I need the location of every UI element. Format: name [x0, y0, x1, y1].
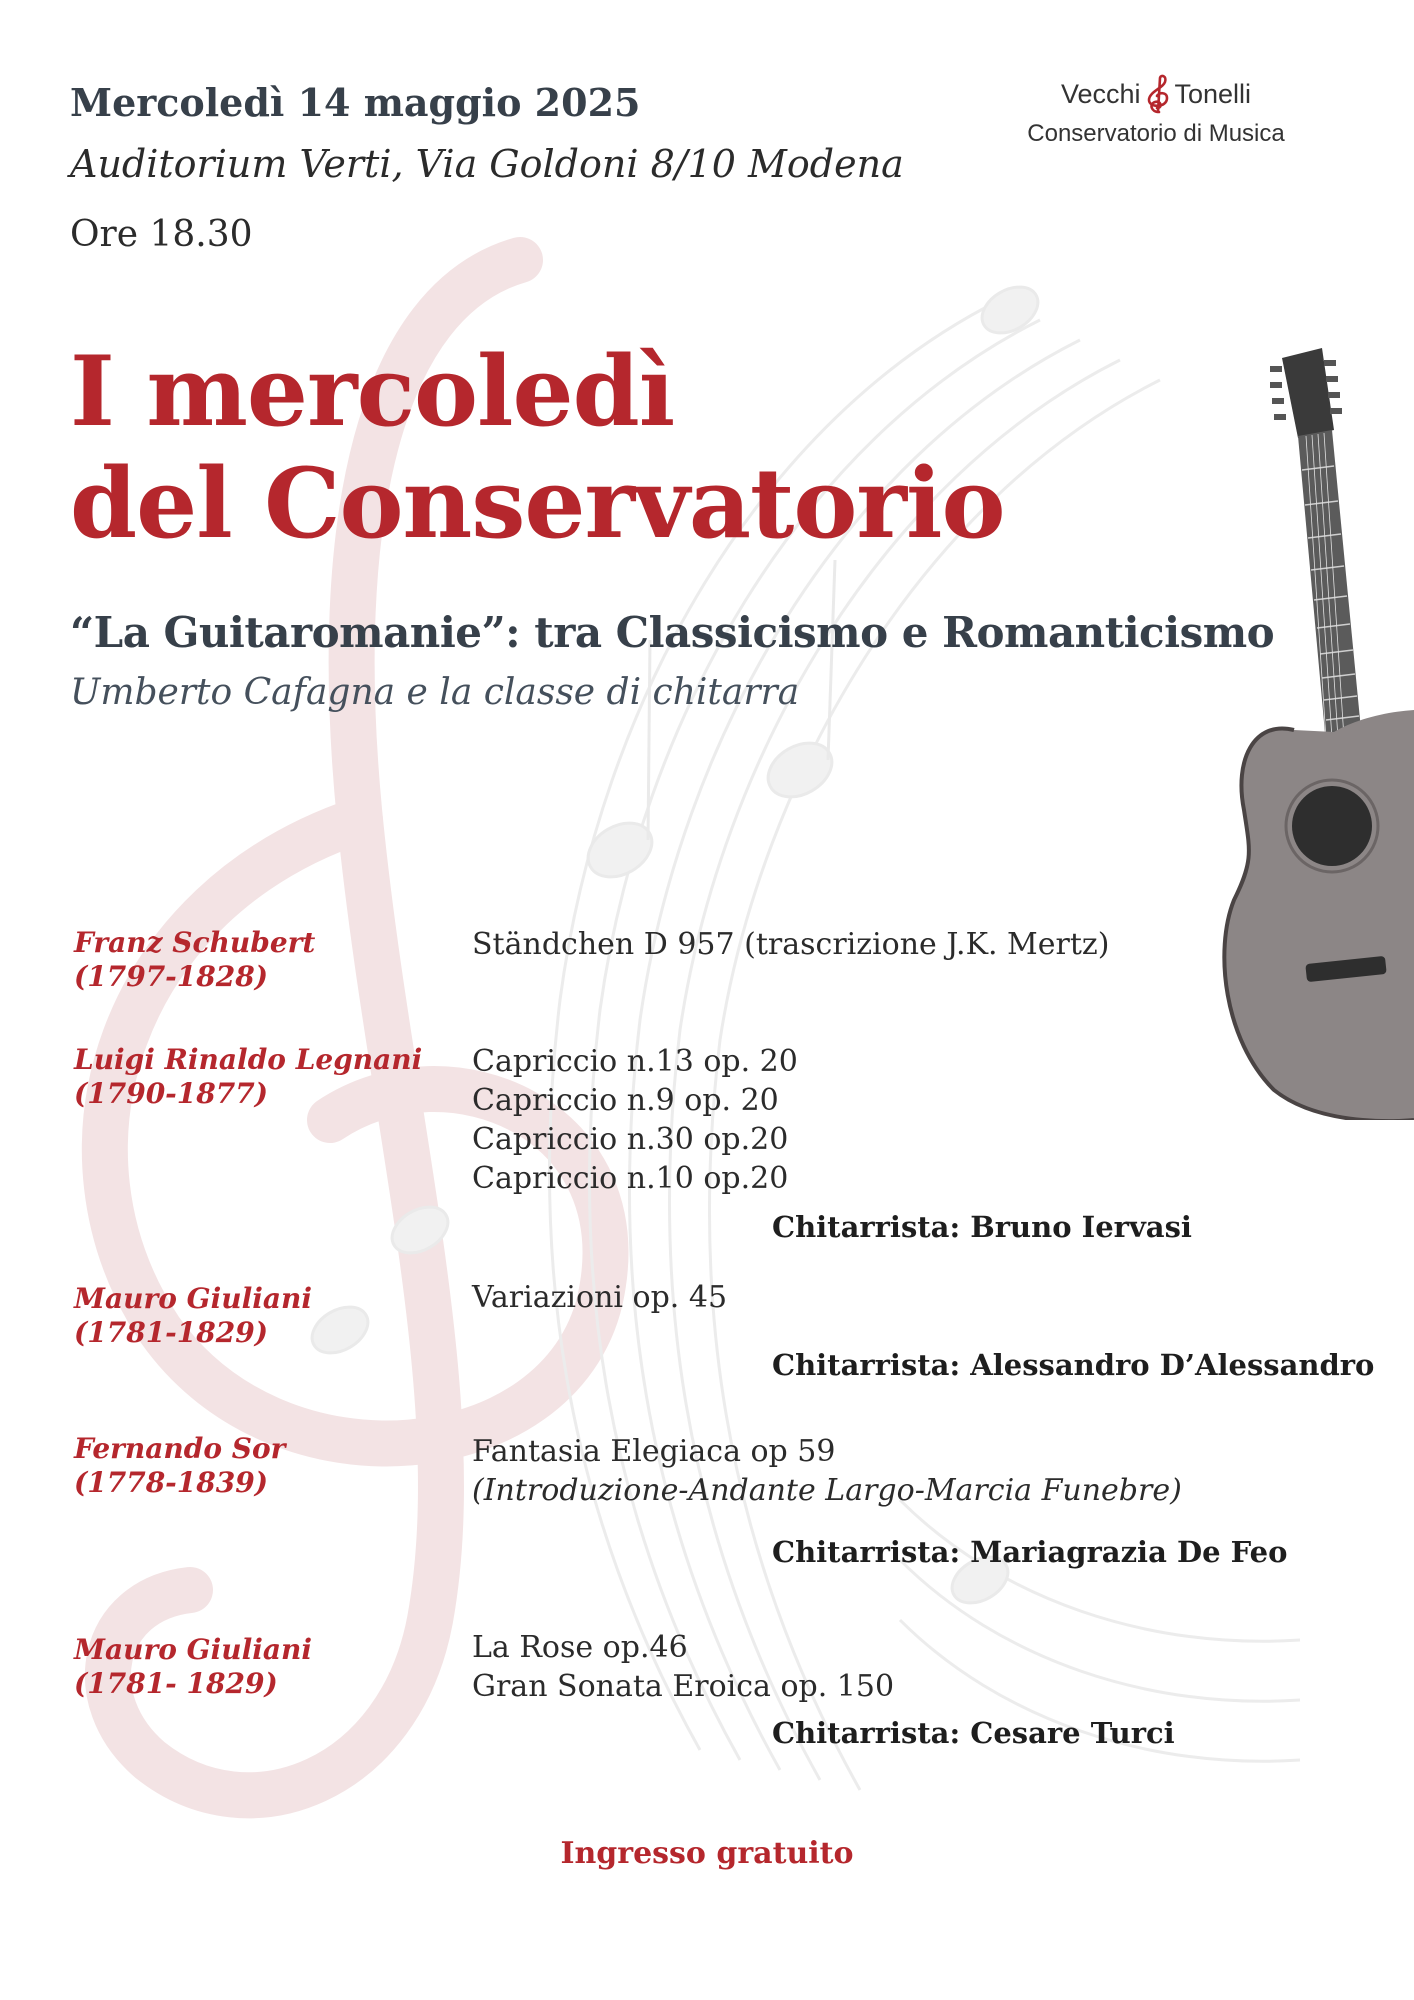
logo-wordmark [1006, 74, 1306, 114]
piece-list [472, 1628, 894, 1706]
piece-title: Capriccio n.30 op.20 [472, 1122, 789, 1157]
guitarist-credit: Chitarrista: Bruno Iervasi [772, 1210, 1192, 1244]
composer-dates: (1781-1829) [74, 1316, 268, 1349]
guitarist-credit: Chitarrista: Cesare Turci [772, 1716, 1175, 1750]
piece-title: Fantasia Elegiaca op 59 [472, 1434, 836, 1469]
piece-title: Gran Sonata Eroica op. 150 [472, 1669, 895, 1704]
logo-name-right: Tonelli [1174, 78, 1252, 109]
piece-list [472, 1042, 798, 1198]
logo-name-left: Vecchi [1060, 78, 1141, 109]
treble-clef-icon [1143, 74, 1173, 114]
event-venue: Auditorium Verti, Via Goldoni 8/10 Modena [70, 142, 904, 186]
title-line-2: del Conservatorio [70, 447, 1005, 560]
composer-dates: (1781- 1829) [74, 1667, 278, 1700]
piece-title: Ständchen D 957 (trascrizione J.K. Mertz) [472, 927, 1110, 962]
composer-dates: (1790-1877) [74, 1077, 268, 1110]
composer-label: Fernando Sor [74, 1432, 286, 1465]
performers-line: Umberto Cafagna e la classe di chitarra [70, 672, 800, 713]
piece-list [472, 1278, 727, 1317]
composer-name [74, 926, 315, 994]
piece-title: La Rose op.46 [472, 1630, 688, 1665]
event-title [70, 336, 1004, 560]
composer-name [74, 1633, 312, 1701]
piece-title: Capriccio n.9 op. 20 [472, 1083, 779, 1118]
piece-list [472, 1432, 1182, 1510]
piece-list [472, 925, 1109, 964]
composer-name [74, 1043, 422, 1111]
guitar-icon [1214, 340, 1414, 1120]
logo-subtitle: Conservatorio di Musica [1027, 120, 1285, 147]
composer-name [74, 1282, 312, 1350]
composer-label: Franz Schubert [74, 926, 316, 959]
guitarist-credit: Chitarrista: Mariagrazia De Feo [772, 1535, 1288, 1569]
piece-title: Capriccio n.13 op. 20 [472, 1044, 798, 1079]
composer-label: Mauro Giuliani [74, 1633, 312, 1666]
composer-dates: (1797-1828) [74, 960, 268, 993]
composer-label: Luigi Rinaldo Legnani [74, 1043, 423, 1076]
concert-subtitle: “La Guitaromanie”: tra Classicismo e Romanticismo [70, 608, 1275, 657]
event-time: Ore 18.30 [70, 214, 253, 255]
composer-label: Mauro Giuliani [74, 1282, 312, 1315]
piece-title: Capriccio n.10 op.20 [472, 1161, 789, 1196]
event-date: Mercoledì 14 maggio 2025 [70, 80, 641, 125]
composer-name [74, 1432, 285, 1500]
guitarist-credit: Chitarrista: Alessandro D’Alessandro [772, 1348, 1375, 1382]
conservatory-logo [1006, 74, 1306, 148]
title-line-1: I mercoledì [70, 335, 675, 448]
piece-movements: (Introduzione-Andante Largo-Marcia Funebre) [472, 1473, 1182, 1508]
free-entry-note: Ingresso gratuito [560, 1836, 854, 1871]
piece-title: Variazioni op. 45 [472, 1280, 728, 1315]
composer-dates: (1778-1839) [74, 1466, 268, 1499]
